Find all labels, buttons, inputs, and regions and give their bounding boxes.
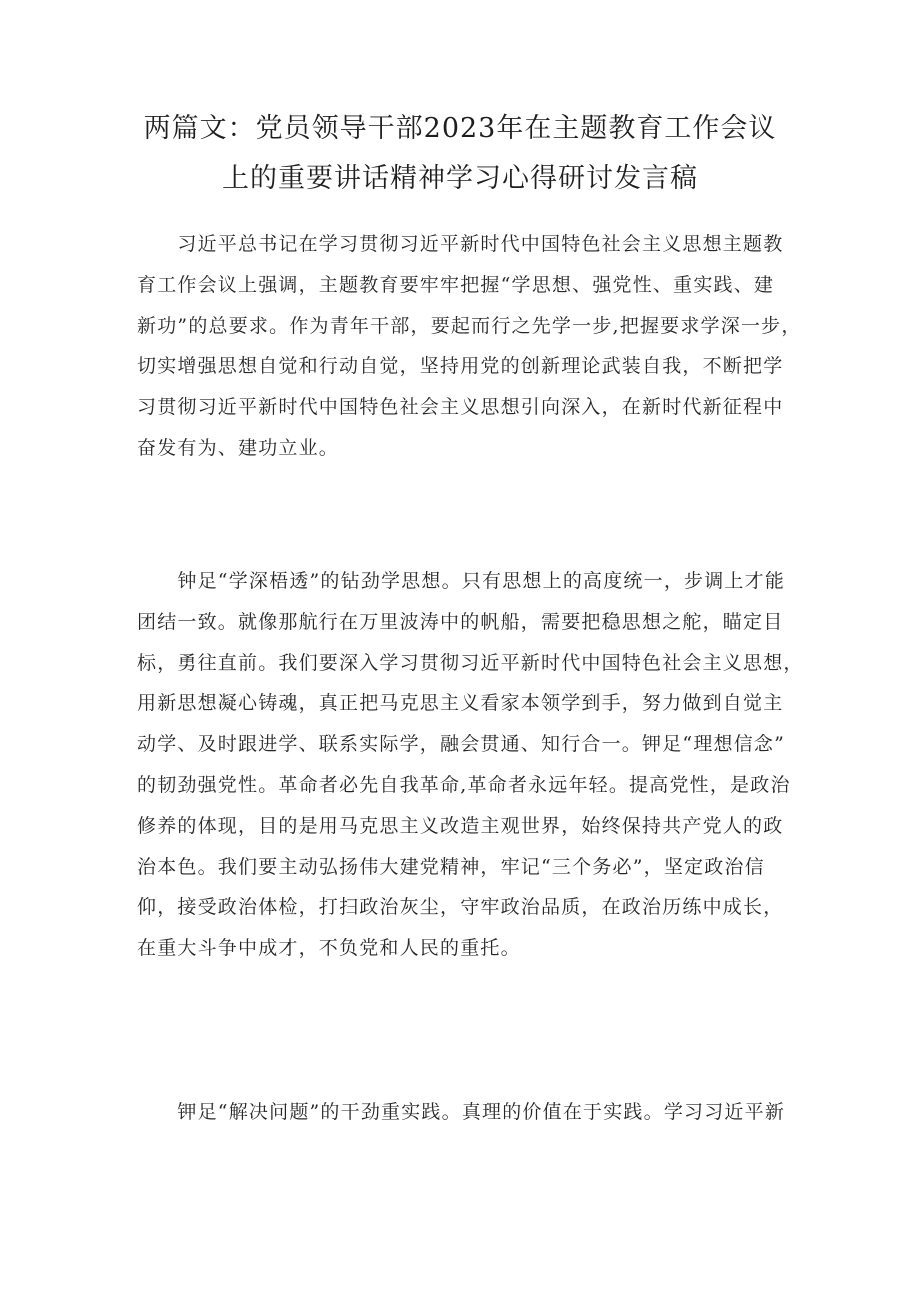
document-title [100, 104, 820, 204]
text-line: 动学、及时跟进学、联系实际学，融会贯通、知行合一。钾足“理想信念” [137, 733, 786, 756]
text-line: 团结一致。就像那航行在万里波涛中的帆船，需要把稳思想之舵，瞄定目 [137, 610, 784, 633]
paragraph-study-thought [137, 561, 804, 969]
text-line: 修养的体现，目的是用马克思主义改造主观世界，始终保持共产党人的政 [137, 814, 784, 837]
text-line: 习近平总书记在学习贯彻习近平新时代中国特色社会主义思想主题教 [137, 233, 784, 255]
text-line: 标，勇往直前。我们要深入学习贯彻习近平新时代中国特色社会主义思想， [137, 651, 804, 674]
paragraph-intro [137, 224, 802, 469]
text-line: 用新思想凝心铸魂，真正把马克思主义看家本领学到手，努力做到自觉主 [137, 692, 784, 715]
title-line: 上的重要讲话精神学习心得研讨发言稿 [222, 163, 698, 194]
text-line: 育工作会议上强调，主题教育要牢牢把握“学思想、强党性、重实践、建 [137, 273, 775, 296]
text-line: 奋发有为、建功立业。 [137, 436, 340, 459]
text-line: 在重大斗争中成才，不负党和人民的重托。 [137, 937, 521, 960]
title-line: 两篇文：党员领导干部2023年在主题教育工作会议 [143, 113, 777, 144]
text-line: 治本色。我们要主动弘扬伟大建党精神，牢记“三个务必”，坚定政治信 [137, 855, 765, 878]
text-line: 仰，接受政治体检，打扫政治灰尘，守牢政治品质，在政治历练中成长， [137, 896, 784, 919]
text-line: 钟足“学深梧透”的钻劲学思想。只有思想上的高度统一，步调上才能 [137, 570, 786, 592]
text-line: 钾足“解决问题”的干劲重实践。真理的价值在于实践。学习习近平新 [137, 1101, 786, 1123]
text-line: 新功”的总要求。作为青年干部，要起而行之先学一步,把握要求学深一步， [137, 314, 802, 337]
text-line: 切实增强思想自觉和行动自觉，坚持用党的创新理论武装自我，不断把学 [137, 355, 784, 378]
text-line: 习贯彻习近平新时代中国特色社会主义思想引向深入，在新时代新征程中 [137, 396, 784, 419]
text-line: 的韧劲强党性。革命者必先自我革命,革命者永远年轻。提高党性，是政治 [137, 773, 791, 796]
paragraph-practice [137, 1092, 797, 1133]
